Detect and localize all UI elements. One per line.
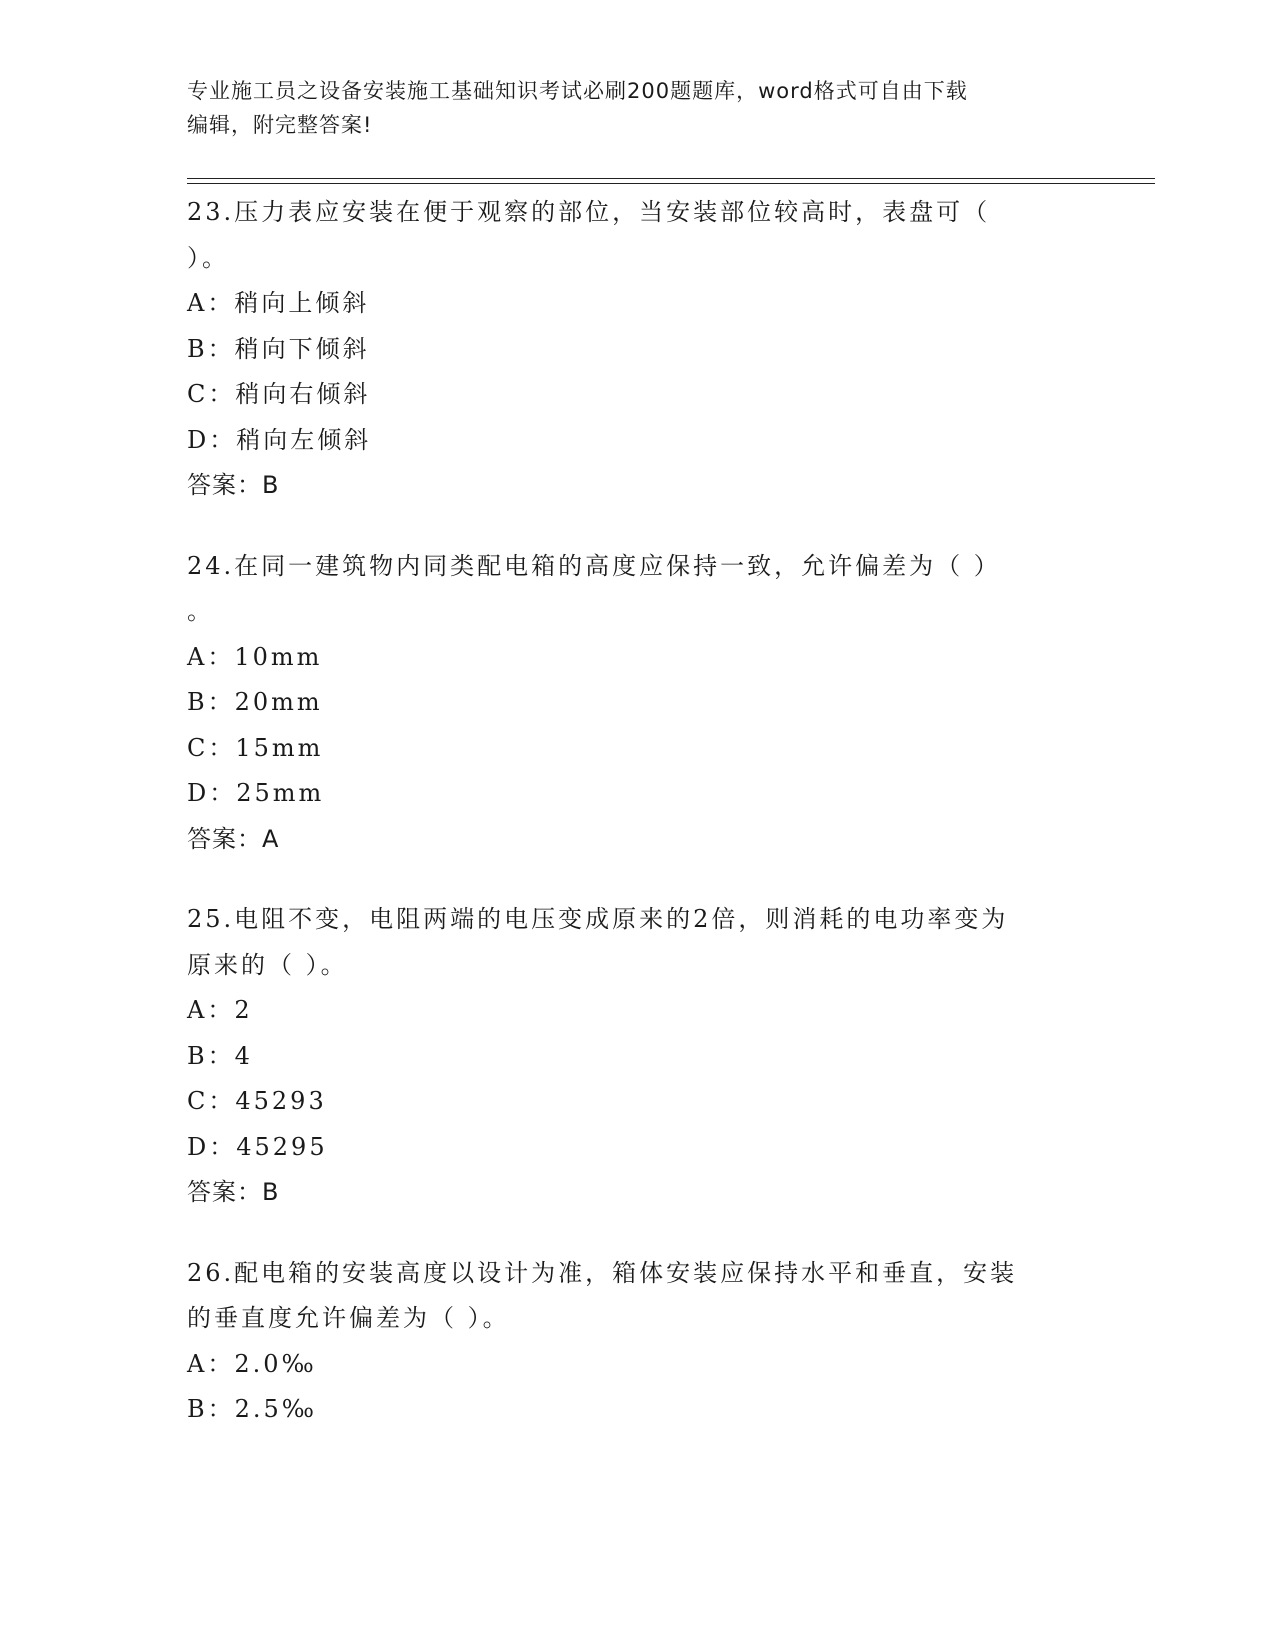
option-d: D：25mm [187, 779, 325, 807]
option-b: B：4 [187, 1041, 253, 1070]
header-title-line-1: 专业施工员之设备安装施工基础知识考试必刷200题题库，word格式可自由下载 [187, 79, 968, 103]
header-title-line-2: 编辑，附完整答案! [187, 113, 373, 137]
document-header [187, 74, 1087, 142]
question-26 [187, 1251, 1087, 1433]
question-stem-line-1: 26.配电箱的安装高度以设计为准，箱体安装应保持水平和垂直，安装 [187, 1258, 1018, 1287]
answer-line: 答案：B [187, 1178, 280, 1206]
question-stem-line-2: 。 [187, 597, 214, 625]
question-stem-line-1: 24.在同一建筑物内同类配电箱的高度应保持一致，允许偏差为（ ） [187, 551, 1001, 580]
question-stem-line-1: 23.压力表应安装在便于观察的部位，当安装部位较高时，表盘可（ [187, 198, 991, 226]
option-a: A：2 [187, 996, 253, 1024]
option-b: B：稍向下倾斜 [187, 334, 370, 363]
question-list [187, 190, 1087, 1468]
question-24 [187, 544, 1087, 863]
option-c: C：15mm [187, 733, 324, 762]
header-divider-top [187, 178, 1155, 179]
option-b: B：20mm [187, 688, 323, 716]
question-stem-line-2: 原来的（ ）。 [187, 950, 348, 979]
option-d: D：稍向左倾斜 [187, 425, 372, 454]
question-25 [187, 897, 1087, 1216]
answer-line: 答案：A [187, 824, 280, 853]
answer-line: 答案：B [187, 471, 280, 499]
option-c: C：45293 [187, 1087, 327, 1115]
option-b: B：2.5‰ [187, 1395, 318, 1423]
question-23 [187, 190, 1087, 509]
header-divider-bottom [187, 183, 1155, 184]
option-d: D：45295 [187, 1132, 328, 1161]
question-stem-line-2: ）。 [187, 243, 229, 272]
option-a: A：10mm [187, 642, 323, 671]
option-c: C：稍向右倾斜 [187, 380, 371, 408]
option-a: A：稍向上倾斜 [187, 289, 370, 317]
question-stem-line-1: 25.电阻不变，电阻两端的电压变成原来的2倍，则消耗的电功率变为 [187, 905, 1009, 933]
question-stem-line-2: 的垂直度允许偏差为（ ）。 [187, 1304, 510, 1332]
option-a: A：2.0‰ [187, 1349, 317, 1378]
